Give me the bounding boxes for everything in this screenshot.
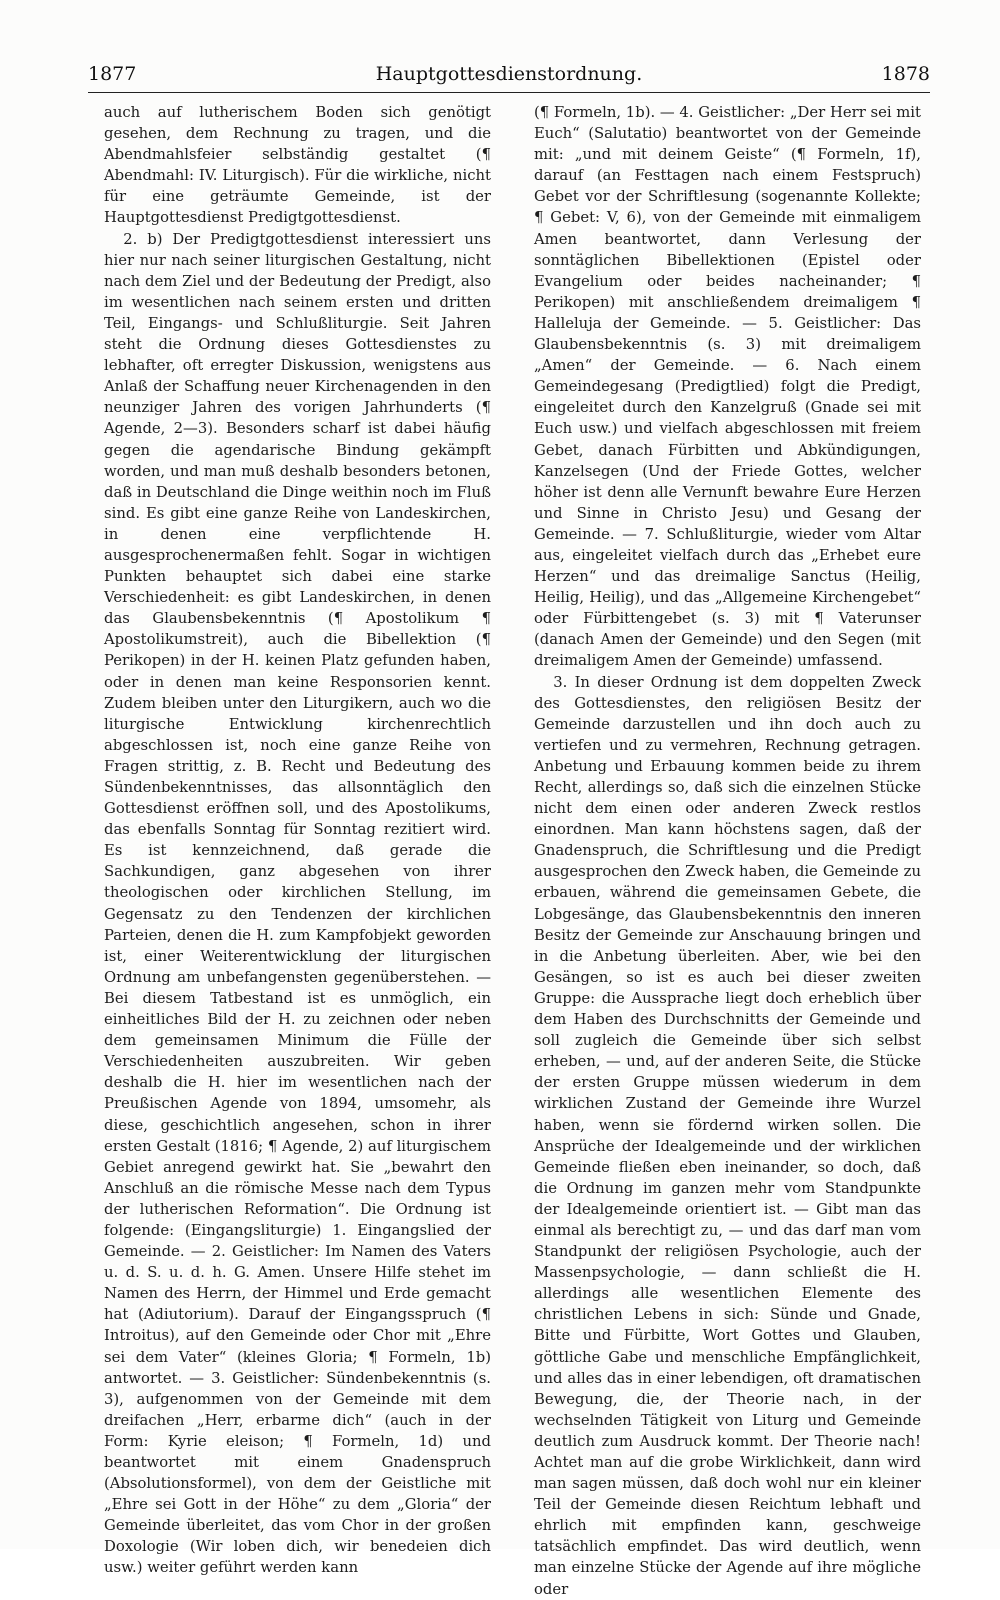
column-right: [534, 102, 921, 1600]
paragraph: 2. b) Der Predigtgottesdienst interessiert uns hier nur nach seiner liturgischen Gestaltung, nicht nach dem Ziel und der Bedeutung der Predigt, also im wesentlichen nach seinem ersten und dritten Teil, Eingangs- und Schlußliturgie. Seit Jahren steht die Ordnung dieses Gottesdienstes zu lebhafter, oft erregter Diskussion, wenigstens aus Anlaß der Schaffung neuer Kirchenagenden in den neunziger Jahren des vorigen Jahrhunderts (¶ Agende, 2—3). Besonders scharf ist dabei häufig gegen die agendarische Bindung gekämpft worden, und man muß deshalb besonders betonen, daß in Deutschland die Dinge weithin noch im Fluß sind. Es gibt eine ganze Reihe von Landeskirchen, in denen eine verpflichtende H. ausgesprochenermaßen fehlt. Sogar in wichtigen Punkten behauptet sich dabei eine starke Verschiedenheit: es gibt Landeskirchen, in denen das Glaubensbekenntnis (¶ Apostolikum ¶ Apostolikumstreit), auch die Bibellektion (¶ Perikopen) in der H. keinen Platz gefunden haben, oder in denen man keine Responsorien kennt. Zudem bleiben unter den Liturgikern, auch wo die liturgische Entwicklung kirchenrechtlich abgeschlossen ist, noch eine ganze Reihe von Fragen strittig, z. B. Recht und Bedeutung des Sündenbekenntnisses, das allsonntäglich den Gottesdienst eröffnen soll, und des Apostolikums, das ebenfalls Sonntag für Sonntag rezitiert wird. Es ist kennzeichnend, daß gerade die Sachkundigen, ganz abgesehen von ihrer theologischen oder kirchlichen Stellung, im Gegensatz zu den Tendenzen der kirchlichen Parteien, denen die H. zum Kampfobjekt geworden ist, einer Weiterentwicklung der liturgischen Ordnung am unbefangensten gegenüberstehen. — Bei diesem Tatbestand ist es unmöglich, ein einheitliches Bild der H. zu zeichnen oder neben dem gemeinsamen Minimum die Fülle der Verschiedenheiten auszubreiten. Wir geben deshalb die H. hier im wesentlichen nach der Preußischen Agende von 1894, umsomehr, als diese, geschichtlich angesehen, schon in ihrer ersten Gestalt (1816; ¶ Agende, 2) auf liturgischem Gebiet anregend gewirkt hat. Sie „bewahrt den Anschluß an die römische Messe nach dem Typus der lutherischen Reformation“. Die Ordnung ist folgende: (Eingangsliturgie) 1. Eingangslied der Gemeinde. — 2. Geistlicher: Im Namen des Vaters u. d. S. u. d. h. G. Amen. Unsere Hilfe stehet im Namen des Herrn, der Himmel und Erde gemacht hat (Adiutorium). Darauf der Eingangsspruch (¶ Introitus), auf den Gemeinde oder Chor mit „Ehre sei dem Vater“ (kleines Gloria; ¶ Formeln, 1b) antwortet. — 3. Geistlicher: Sündenbekenntnis (s. 3), aufgenommen von der Gemeinde mit dem dreifachen „Herr, erbarme dich“ (auch in der Form: Kyrie eleison; ¶ Formeln, 1d) und beantwortet mit einem Gnadenspruch (Absolutionsformel), von dem der Geistliche mit „Ehre sei Gott in der Höhe“ zu dem „Gloria“ der Gemeinde überleitet, das vom Chor in der großen Doxologie (Wir loben dich, wir benedeien dich usw.) weiter geführt werden kann: [104, 230, 491, 1577]
header-rule: [88, 92, 930, 93]
paragraph: 3. In dieser Ordnung ist dem doppelten Zweck des Gottesdienstes, den religiösen Besitz der Gemeinde darzustellen und ihn doch auch zu vertiefen und zu vermehren, Rechnung getragen. Anbetung und Erbauung kommen beide zu ihrem Recht, allerdings so, daß sich die einzelnen Stücke nicht dem einen oder anderen Zweck restlos einordnen. Man kann höchstens sagen, daß der Gnadenspruch, die Schriftlesung und die Predigt ausgesprochen den Zweck haben, die Gemeinde zu erbauen, während die gemeinsamen Gebete, die Lobgesänge, das Glaubensbekenntnis den inneren Besitz der Gemeinde zur Anschauung bringen und in die Anbetung überleiten. Aber, wie bei den Gesängen, so ist es auch bei dieser zweiten Gruppe: die Aussprache liegt doch erheblich über dem Haben des Durchschnitts der Gemeinde und soll zugleich die Gemeinde über sich selbst erheben, — und, auf der anderen Seite, die Stücke der ersten Gruppe müssen wiederum in dem wirklichen Zustand der Gemeinde ihre Wurzel haben, wenn sie fördernd wirken sollen. Die Ansprüche der Idealgemeinde und der wirklichen Gemeinde fließen eben ineinander, so doch, daß die Ordnung im ganzen mehr vom Standpunkte der Idealgemeinde orientiert ist. — Gibt man das einmal als berechtigt zu, — und das darf man vom Standpunkt der religiösen Psychologie, auch der Massenpsychologie, — dann schließt die H. allerdings alle wesentlichen Elemente des christlichen Lebens in sich: Sünde und Gnade, Bitte und Fürbitte, Wort Gottes und Glauben, göttliche Gabe und menschliche Empfänglichkeit, und alles das in einer lebendigen, oft dramatischen Bewegung, die, der Theorie nach, in der wechselnden Tätigkeit von Liturg und Gemeinde deutlich zum Ausdruck kommt. Der Theorie nach! Achtet man auf die grobe Wirklichkeit, dann wird man sagen müssen, daß doch wohl nur ein kleiner Teil der Gemeinde diesen Reichtum lebhaft und ehrlich mit empfinden kann, geschweige tatsächlich empfindet. Das wird deutlich, wenn man einzelne Stücke der Agende auf ihre mögliche oder: [534, 673, 921, 1598]
paragraph: auch auf lutherischem Boden sich genötigt gesehen, dem Rechnung zu tragen, und die Abendmahlsfeier selbständig gestaltet (¶ Abendmahl: IV. Liturgisch). Für die wirkliche, nicht für eine geträumte Gemeinde, ist der Hauptgottesdienst Predigtgottesdienst.: [104, 104, 491, 227]
column-left: [104, 102, 491, 1579]
page-number-left: 1877: [88, 63, 137, 85]
page-number-right: 1878: [881, 63, 930, 85]
running-title: Hauptgottesdienstordnung.: [375, 63, 643, 85]
paragraph: (¶ Formeln, 1b). — 4. Geistlicher: „Der Herr sei mit Euch“ (Salutatio) beantwortet von der Gemeinde mit: „und mit deinem Geiste“ (¶ Formeln, 1f), darauf (an Festtagen nach einem Festspruch) Gebet vor der Schriftlesung (sogenannte Kollekte; ¶ Gebet: V, 6), von der Gemeinde mit einmaligem Amen beantwortet, dann Verlesung der sonntäglichen Bibellektionen (Epistel oder Evangelium oder beides nacheinander; ¶ Perikopen) mit anschließendem dreimaligem ¶ Halleluja der Gemeinde. — 5. Geistlicher: Das Glaubensbekenntnis (s. 3) mit dreimaligem „Amen“ der Gemeinde. — 6. Nach einem Gemeindegesang (Predigtlied) folgt die Predigt, eingeleitet durch den Kanzelgruß (Gnade sei mit Euch usw.) und vielfach abgeschlossen mit freiem Gebet, danach Fürbitten und Abkündigungen, Kanzelsegen (Und der Friede Gottes, welcher höher ist denn alle Vernunft bewahre Eure Herzen und Sinne in Christo Jesu) und Gesang der Gemeinde. — 7. Schlußliturgie, wieder vom Altar aus, eingeleitet vielfach durch das „Erhebet eure Herzen“ und das dreimalige Sanctus (Heilig, Heilig, Heilig), und das „Allgemeine Kirchengebet“ oder Fürbittengebet (s. 3) mit ¶ Vaterunser (danach Amen der Gemeinde) und den Segen (mit dreimaligem Amen der Gemeinde) umfassend.: [534, 104, 921, 670]
running-header: [88, 60, 930, 92]
